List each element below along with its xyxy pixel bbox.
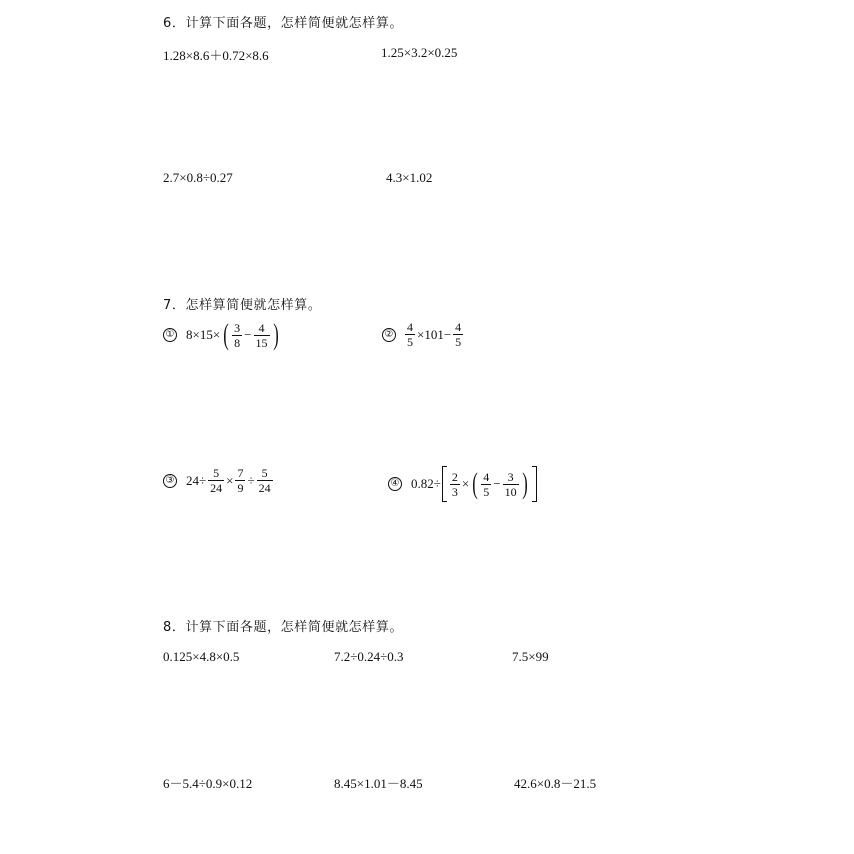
- fraction: $\frac{5}{24}$: [210, 466, 223, 495]
- question-6-title: 6．计算下面各题，怎样简便就怎样算。: [163, 16, 404, 31]
- q6-expression-1: 1.28×8.6＋0.72×8.6: [163, 48, 269, 63]
- minus-sign: −: [244, 327, 252, 342]
- q8-expression-3: 7.5×99: [512, 649, 549, 664]
- minus-sign: −: [493, 476, 501, 491]
- problem-number-3: ③: [163, 474, 177, 488]
- fraction: $\frac{3}{8}$: [234, 320, 241, 350]
- question-7-title: 7．怎样算简便就怎样算。: [163, 298, 322, 313]
- q7-problem-2: [382, 320, 464, 349]
- right-paren: ): [272, 318, 279, 351]
- left-paren: (: [223, 318, 229, 351]
- times-sign: ×: [226, 472, 234, 488]
- q8-expression-6: 42.6×0.8－21.5: [514, 776, 597, 791]
- q7-problem-3: [163, 466, 274, 495]
- q6-expression-2: 1.25×3.2×0.25: [381, 45, 458, 60]
- right-paren: ): [521, 467, 528, 500]
- q7-problem-1: [163, 320, 281, 350]
- expr-lead: 24÷: [186, 472, 207, 488]
- right-bracket: [532, 466, 537, 502]
- left-paren: (: [472, 467, 478, 500]
- problem-number-4: ④: [388, 477, 402, 491]
- q6-expression-4: 4.3×1.02: [386, 170, 433, 185]
- fraction: $\frac{7}{9}$: [237, 466, 244, 495]
- fraction: $\frac{2}{3}$: [451, 469, 458, 499]
- fraction: $\frac{4}{5}$: [455, 320, 462, 349]
- q8-expression-2: 7.2÷0.24÷0.3: [334, 649, 404, 664]
- fraction: $\frac{4}{15}$: [255, 320, 268, 350]
- fraction: $\frac{4}{5}$: [407, 320, 413, 349]
- expr-lead: 0.82÷: [411, 476, 441, 491]
- times-sign: ×: [461, 476, 470, 491]
- expr-middle: ×101−: [417, 326, 452, 342]
- problem-number-2: ②: [382, 328, 396, 342]
- q8-expression-4: 6－5.4÷0.9×0.12: [163, 776, 253, 791]
- q8-expression-1: 0.125×4.8×0.5: [163, 649, 240, 664]
- fraction: $\frac{3}{10}$: [504, 469, 517, 499]
- fraction: $\frac{5}{24}$: [258, 466, 271, 495]
- problem-number-1: ①: [163, 328, 177, 342]
- divide-sign: ÷: [247, 472, 255, 488]
- question-8-title: 8．计算下面各题，怎样简便就怎样算。: [163, 620, 404, 635]
- q8-expression-5: 8.45×1.01－8.45: [334, 776, 423, 791]
- left-bracket: [442, 466, 447, 502]
- q6-expression-3: 2.7×0.8÷0.27: [163, 170, 233, 185]
- expr-lead: 8×15×: [186, 327, 221, 342]
- q7-problem-4: [388, 466, 537, 502]
- fraction: $\frac{4}{5}$: [483, 469, 490, 499]
